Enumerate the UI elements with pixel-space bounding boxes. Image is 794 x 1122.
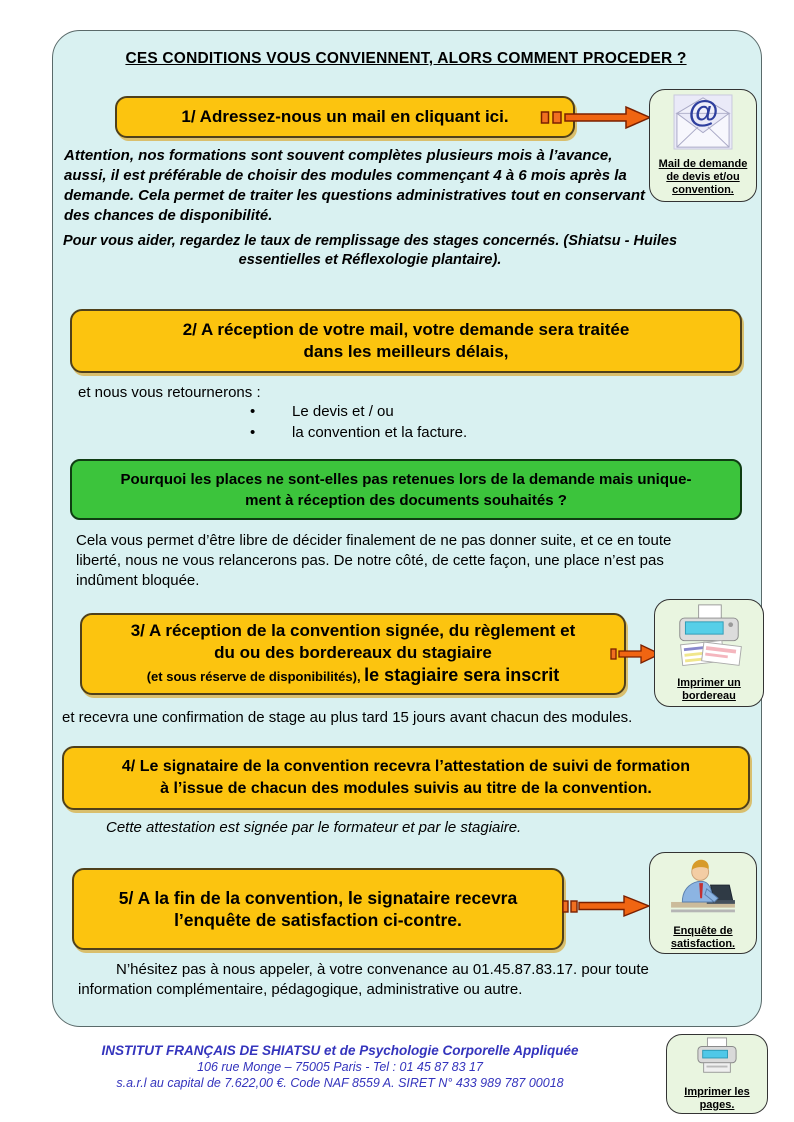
mail-link-label[interactable]: Mail de demande de devis et/ou convention. — [658, 158, 748, 196]
step3-line3 — [147, 664, 560, 688]
footer-legal: s.a.r.l au capital de 7.622,00 €. Code NAF 8559 A. SIRET N° 433 989 787 00018 — [116, 1076, 564, 1090]
attestation-paragraph: Cette attestation est signée par le formateur et par le stagiaire. — [106, 819, 522, 836]
page-title: CES CONDITIONS VOUS CONVIENNENT, ALORS COMMENT PROCEDER ? — [125, 50, 687, 67]
step3-line1: 3/ A réception de la convention signée, du règlement et — [130, 621, 576, 640]
step5-line1: 5/ A la fin de la convention, le signataire recevra — [118, 888, 518, 908]
returns-intro: et nous vous retournerons : — [78, 384, 261, 401]
mail-link-box[interactable] — [649, 89, 757, 202]
confirmation-paragraph: et recevra une confirmation de stage au plus tard 15 jours avant chacun des modules. — [62, 709, 633, 726]
survey-link-label[interactable]: Enquête de satisfaction. — [670, 925, 736, 950]
step5-banner — [72, 868, 564, 950]
step3-banner — [80, 613, 626, 695]
step1-mail-button[interactable] — [115, 96, 575, 138]
survey-link-box[interactable] — [649, 852, 757, 954]
step2-banner — [70, 309, 742, 373]
arrow-right-icon — [562, 893, 652, 924]
step4-line2: à l’issue de chacun des modules suivis au titre de la convention. — [160, 780, 652, 797]
question-line1: Pourquoi les places ne sont-elles pas retenues lors de la demande mais unique- — [120, 470, 692, 488]
person-at-laptop-icon[interactable] — [667, 855, 739, 922]
step1-label: 1/ Adressez-nous un mail en cliquant ici. — [181, 107, 509, 126]
footer — [60, 1042, 620, 1091]
step3-line3-large: le stagiaire sera inscrit — [364, 665, 560, 685]
footer-institute-name: INSTITUT FRANÇAIS DE SHIATSU et de Psychologie Corporelle Appliquée — [101, 1043, 579, 1058]
print-bordereau-link-box[interactable] — [654, 599, 764, 707]
step4-banner — [62, 746, 750, 810]
step5-line2: l’enquête de satisfaction ci-contre. — [174, 910, 462, 930]
question-line2: ment à réception des documents souhaités ? — [245, 491, 567, 509]
question-banner — [70, 459, 742, 520]
step2-line2: dans les meilleurs délais, — [303, 342, 509, 361]
returns-list — [250, 401, 570, 443]
svg-text:@: @ — [687, 94, 719, 129]
email-icon[interactable] — [673, 94, 733, 155]
list-item: • la convention et la facture. — [250, 422, 570, 443]
step4-line1: 4/ Le signataire de la convention recevra l’attestation de suivi de formation — [121, 758, 691, 775]
help-note-paragraph: Pour vous aider, regardez le taux de remplissage des stages concernés. (Shiatsu - Huiles essentielles et Réflexologie plantaire). — [62, 233, 678, 268]
step3-line2: du ou des bordereaux du stagiaire — [214, 643, 492, 662]
print-pages-link-box[interactable] — [666, 1034, 768, 1114]
liberty-paragraph: Cela vous permet d’être libre de décider finalement de ne pas donner suite, et ce en toute liberté, nous ne vous relancerons pas. De notre côté, de cette façon, une place n’est pas indûment bloquée. — [76, 532, 672, 589]
list-item: • Le devis et / ou — [250, 401, 570, 422]
printer-icon[interactable] — [694, 1036, 740, 1083]
print-pages-label[interactable]: Imprimer les pages. — [684, 1086, 750, 1111]
attention-paragraph: Attention, nos formations sont souvent complètes plusieurs mois à l’avance, aussi, il est préférable de choisir des modules commençant 4 à 6 mois après la demande. Cela permet de traiter les questions administratives tout en conservant des chances de disponibilité. — [64, 147, 646, 224]
step3-line3-small: (et sous réserve de disponibilités), — [146, 669, 365, 684]
phone-note-paragraph: N’hésitez pas à nous appeler, à votre convenance au 01.45.87.83.17. pour toute information complémentaire, pédagogique, administrative ou autre. — [78, 961, 649, 998]
step2-line1: 2/ A réception de votre mail, votre demande sera traitée — [182, 320, 630, 339]
footer-address: 106 rue Monge – 75005 Paris - Tel : 01 45 87 83 17 — [197, 1060, 483, 1074]
print-bordereau-label[interactable]: Imprimer un bordereau — [677, 677, 741, 702]
arrow-right-icon — [540, 104, 652, 135]
printer-documents-icon[interactable] — [673, 603, 745, 674]
